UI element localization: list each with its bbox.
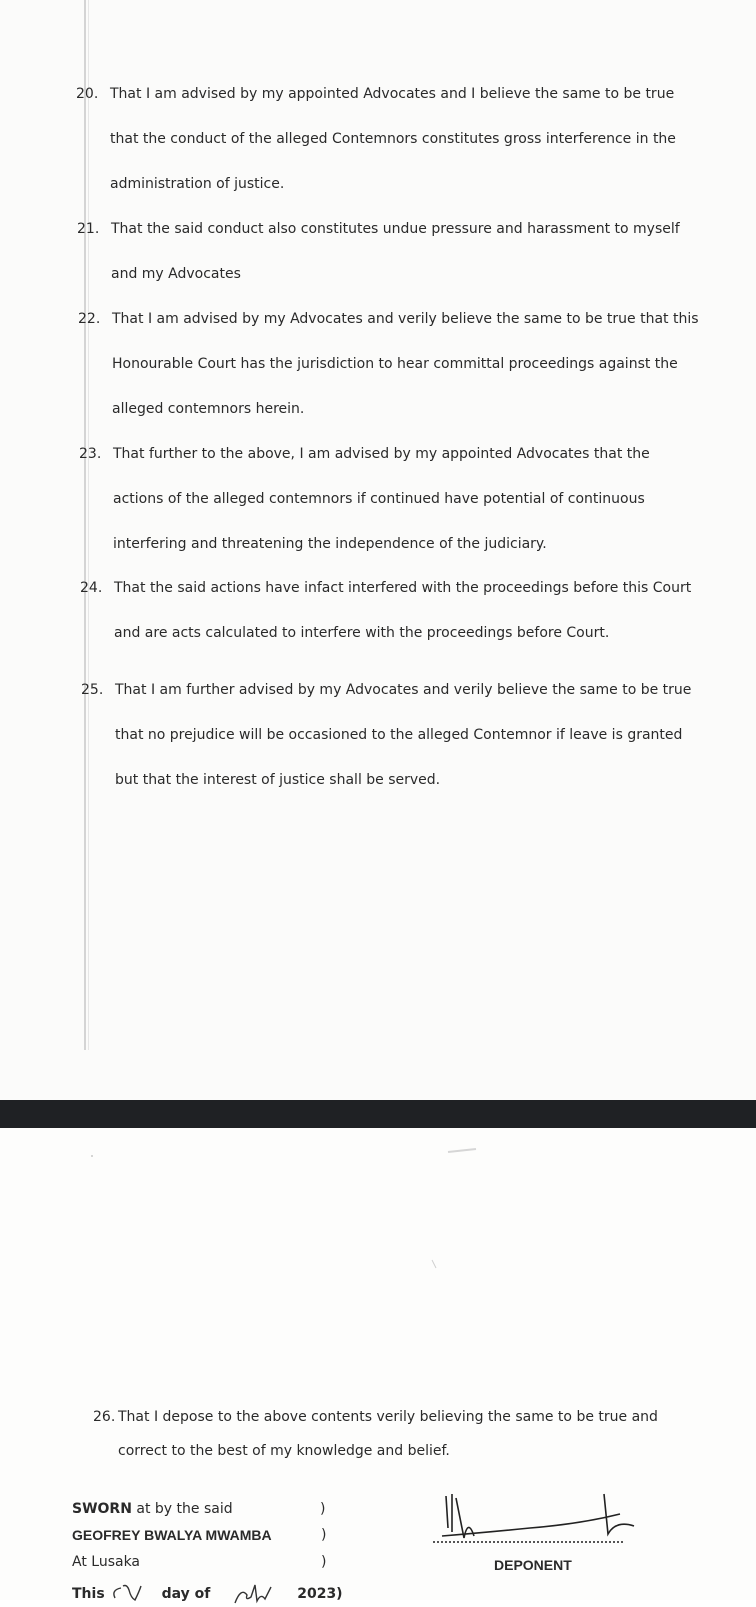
page-separator-band: [0, 1100, 756, 1128]
paragraph-line: interfering and threatening the independence of the judiciary.: [113, 536, 547, 552]
paragraph-line: correct to the best of my knowledge and belief.: [118, 1443, 450, 1459]
jurat-date-line: [72, 1581, 343, 1607]
paragraph-line: Honourable Court has the jurisdiction to hear committal proceedings against the: [112, 356, 678, 372]
paragraph-number: 21.: [77, 221, 100, 237]
paragraph-line: That I am further advised by my Advocates and verily believe the same to be true: [115, 682, 692, 698]
paragraph-line: administration of justice.: [110, 176, 285, 192]
paragraph-number: 25.: [81, 682, 104, 698]
handwritten-day-icon: [109, 1582, 157, 1606]
paragraph-line: alleged contemnors herein.: [112, 401, 305, 417]
margin-rule: [84, 0, 86, 1050]
paragraph-line: and my Advocates: [111, 266, 241, 282]
jurat-year: 2023): [297, 1586, 343, 1602]
paragraph-line: that no prejudice will be occasioned to the alleged Contemnor if leave is granted: [115, 727, 683, 743]
paragraph-line: and are acts calculated to interfere with the proceedings before Court.: [114, 625, 610, 641]
jurat-sworn-line: [72, 1501, 233, 1517]
paragraph-line: That I am advised by my Advocates and verily believe the same to be true that this: [112, 311, 699, 327]
paragraph-line: but that the interest of justice shall be served.: [115, 772, 441, 788]
jurat-paren: ): [321, 1554, 327, 1570]
jurat-this: This: [72, 1586, 105, 1602]
jurat-deponent-name: GEOFREY BWALYA MWAMBA: [72, 1527, 272, 1543]
deponent-label: DEPONENT: [494, 1557, 572, 1573]
paragraph-line: that the conduct of the alleged Contemnors constitutes gross interference in the: [110, 131, 676, 147]
signature-dotted-line: [433, 1541, 623, 1543]
margin-rule-inner: [88, 0, 89, 1050]
paragraph-line: That I depose to the above contents verily believing the same to be true and: [118, 1409, 658, 1425]
paragraph-number: 24.: [80, 580, 103, 596]
jurat-paren: ): [321, 1527, 327, 1543]
paragraph-number: 23.: [79, 446, 102, 462]
paragraph-number: 20.: [76, 86, 99, 102]
jurat-sworn-word: SWORN: [72, 1501, 132, 1517]
paragraph-line: That I am advised by my appointed Advocates and I believe the same to be true: [110, 86, 675, 102]
paragraph-number: 22.: [78, 311, 101, 327]
paragraph-line: That the said actions have infact interfered with the proceedings before this Court: [114, 580, 692, 596]
jurat-sworn-rest: at by the said: [131, 1501, 233, 1517]
jurat-day-of: day of: [161, 1586, 211, 1602]
handwritten-day: [109, 1582, 157, 1606]
paragraph-number: 26.: [93, 1409, 116, 1425]
deponent-signature-icon: [430, 1488, 660, 1558]
paragraph-line: actions of the alleged contemnors if continued have potential of continuous: [113, 491, 645, 507]
handwritten-month: [215, 1581, 293, 1607]
jurat-place: At Lusaka: [72, 1554, 141, 1570]
paragraph-line: That the said conduct also constitutes undue pressure and harassment to myself: [111, 221, 680, 237]
paragraph-line: That further to the above, I am advised by my appointed Advocates that the: [113, 446, 650, 462]
handwritten-month-icon: [215, 1581, 293, 1607]
jurat-paren: ): [320, 1501, 326, 1517]
